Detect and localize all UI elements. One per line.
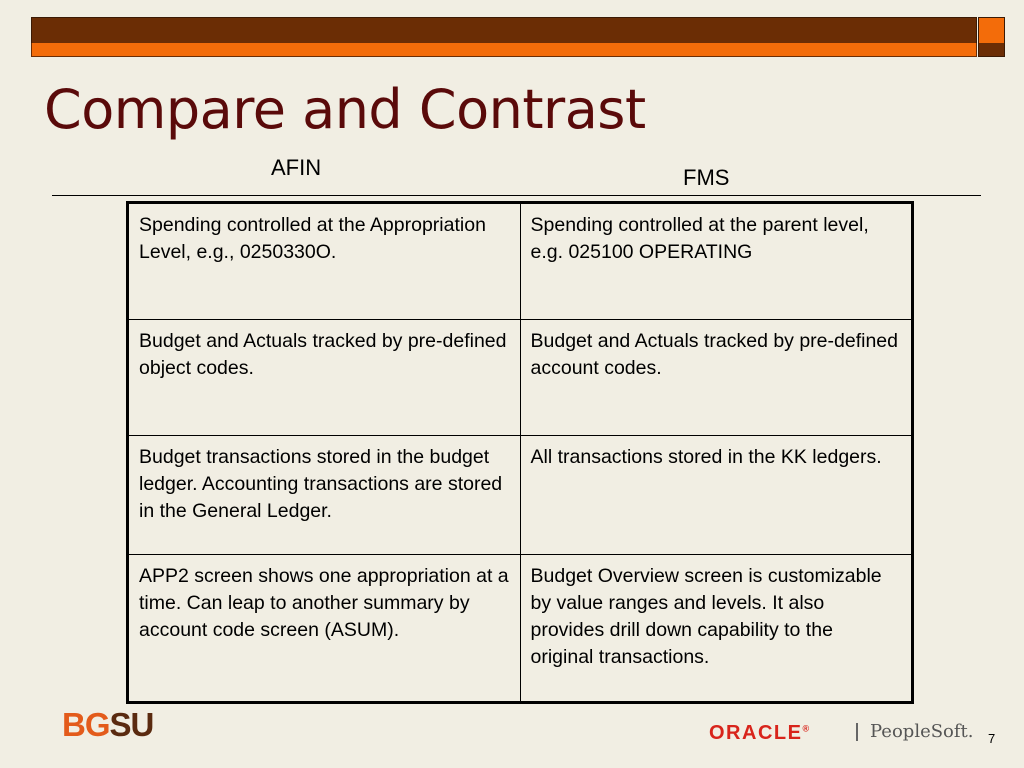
column-label-fms: FMS (683, 165, 730, 190)
table-cell-fms: All transactions stored in the KK ledgers. (520, 436, 913, 555)
logo-separator (856, 723, 858, 741)
table-cell-fms: Budget and Actuals tracked by pre-defined account codes. (520, 320, 913, 436)
table-row (128, 203, 913, 320)
table-row (128, 320, 913, 436)
header-band-dark (31, 17, 977, 44)
column-label-afin: AFIN (271, 155, 322, 180)
header-square-dark (978, 43, 1005, 57)
bgsu-logo (62, 706, 153, 744)
divider-line (52, 195, 981, 196)
oracle-registered-mark: ® (802, 723, 810, 734)
table-row (128, 555, 913, 703)
table-cell-fms: Spending controlled at the parent level, e.g. 025100 OPERATING (520, 203, 913, 320)
bgsu-logo-su: SU (109, 706, 154, 743)
table-cell-fms: Budget Overview screen is customizable by value ranges and levels. It also provides drill down capability to the original transactions. (520, 555, 913, 703)
page-number: 7 (988, 731, 996, 746)
table-cell-afin: Budget transactions stored in the budget ledger. Accounting transactions are stored in the General Ledger. (128, 436, 521, 555)
bgsu-logo-bg: BG (62, 706, 110, 743)
oracle-logo (709, 722, 809, 745)
oracle-logo-text: ORACLE (709, 722, 803, 744)
comparison-table (126, 201, 914, 704)
header-square-orange (978, 17, 1005, 44)
table-cell-afin: APP2 screen shows one appropriation at a time. Can leap to another summary by account code screen (ASUM). (128, 555, 521, 703)
table-cell-afin: Budget and Actuals tracked by pre-defined object codes. (128, 320, 521, 436)
table-row (128, 436, 913, 555)
slide-title: Compare and Contrast (44, 78, 646, 141)
table-cell-afin: Spending controlled at the Appropriation Level, e.g., 0250330O. (128, 203, 521, 320)
peoplesoft-logo: PeopleSoft. (870, 721, 974, 742)
header-band-orange (31, 43, 977, 57)
